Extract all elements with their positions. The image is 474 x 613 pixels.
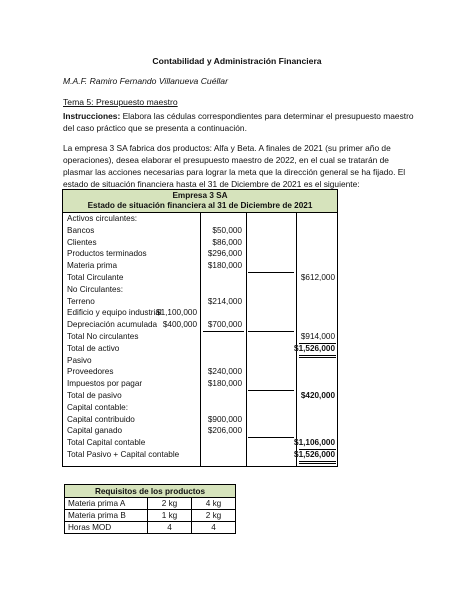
value-col3: $1,526,000 — [294, 450, 335, 459]
instructions-label: Instrucciones: — [63, 111, 121, 121]
row-label: Depreciación acumulada — [67, 320, 158, 330]
value-col2: $206,000 — [207, 426, 242, 436]
single-rule — [299, 343, 336, 344]
value-col2: $86,000 — [212, 237, 242, 247]
double-rule — [299, 355, 336, 358]
value-col3: $914,000 — [300, 332, 335, 341]
row-label: Clientes — [67, 237, 97, 247]
balance-sheet-header — [63, 190, 337, 213]
req-alfa: 1 kg — [148, 510, 192, 522]
table-row — [65, 510, 236, 522]
value-col3: $420,000 — [300, 391, 335, 400]
single-rule — [248, 390, 294, 391]
author-line: M.A.F. Ramiro Fernando Villanueva Cuéllar — [63, 76, 228, 86]
row-label: Total Pasivo + Capital contable — [67, 450, 180, 459]
single-rule — [203, 331, 244, 332]
single-rule — [248, 331, 294, 332]
row-label: Productos terminados — [67, 249, 147, 259]
intro-paragraph: La empresa 3 SA fabrica dos productos: Alfa y Beta. A finales de 2021 (su primer año de operaciones), desea elaborar el presupuesto maestro de 2022, en el cual se tratarán de plasmar las acciones necesarias para lograr la meta que la dirección general se ha fijado. El estado de situación financiera hasta el 31 de Diciembre de 2021 es el siguiente: — [63, 143, 406, 189]
req-alfa: 4 — [148, 522, 192, 534]
value-col2: $296,000 — [207, 249, 242, 259]
row-label: Proveedores — [67, 367, 114, 377]
row-label: Pasivo — [67, 355, 92, 365]
requirements-table — [64, 484, 236, 534]
instructions-text: Elabora las cédulas correspondientes para determinar el presupuesto maestro del caso práctico que se presenta a continuación. — [63, 111, 414, 133]
row-label: Total No circulantes — [67, 332, 139, 341]
row-label: Impuestos por pagar — [67, 379, 143, 389]
req-label: Horas MOD — [65, 522, 148, 534]
value-col2: $240,000 — [207, 367, 242, 377]
value-col2: $214,000 — [207, 296, 242, 306]
req-beta: 4 kg — [192, 498, 236, 510]
table-row — [65, 522, 236, 534]
value-col3: $1,106,000 — [294, 438, 335, 448]
req-beta: 4 — [192, 522, 236, 534]
row-label: Total Circulante — [67, 273, 124, 282]
row-label: Terreno — [67, 296, 95, 306]
row-label: Activos circulantes: — [67, 214, 138, 223]
req-alfa: 2 kg — [148, 498, 192, 510]
column-divider — [200, 213, 201, 466]
instructions-paragraph — [63, 110, 415, 134]
column-divider — [246, 213, 247, 466]
row-label: Capital contable: — [67, 402, 128, 412]
value-col2: $900,000 — [207, 414, 242, 424]
req-label: Materia prima A — [65, 498, 148, 510]
statement-title: Estado de situación financiera al 31 de Diciembre de 2021 — [87, 201, 313, 210]
row-label: Materia prima — [67, 261, 118, 271]
single-rule — [248, 272, 294, 273]
topic-heading: Tema 5: Presupuesto maestro — [63, 97, 178, 107]
single-rule — [299, 449, 336, 450]
double-rule — [299, 461, 336, 464]
value-col1: $400,000 — [162, 320, 197, 330]
row-label: Total de pasivo — [67, 391, 122, 400]
value-col2: $180,000 — [207, 379, 242, 389]
company-name: Empresa 3 SA — [172, 191, 228, 200]
req-beta: 2 kg — [192, 510, 236, 522]
row-label: Total de activo — [67, 343, 120, 353]
value-col2: $180,000 — [207, 261, 242, 271]
req-label: Materia prima B — [65, 510, 148, 522]
requirements-title: Requisitos de los productos — [65, 485, 236, 498]
row-label: Capital contribuido — [67, 414, 135, 424]
document-title: Contabilidad y Administración Financiera — [152, 56, 322, 66]
value-col3: $612,000 — [300, 273, 335, 282]
row-label: No Circulantes: — [67, 284, 123, 294]
column-divider — [296, 213, 297, 466]
balance-sheet-table — [62, 189, 338, 467]
value-col3: $1,526,000 — [294, 343, 335, 353]
table-row — [65, 498, 236, 510]
row-label: Edificio y equipo industrial — [67, 308, 162, 318]
single-rule — [248, 437, 294, 438]
row-label: Capital ganado — [67, 426, 123, 436]
value-col1: $1,100,000 — [156, 308, 197, 318]
value-col2: $50,000 — [212, 225, 242, 235]
row-label: Bancos — [67, 225, 95, 235]
value-col2: $700,000 — [207, 320, 242, 330]
row-label: Total Capital contable — [67, 438, 146, 448]
